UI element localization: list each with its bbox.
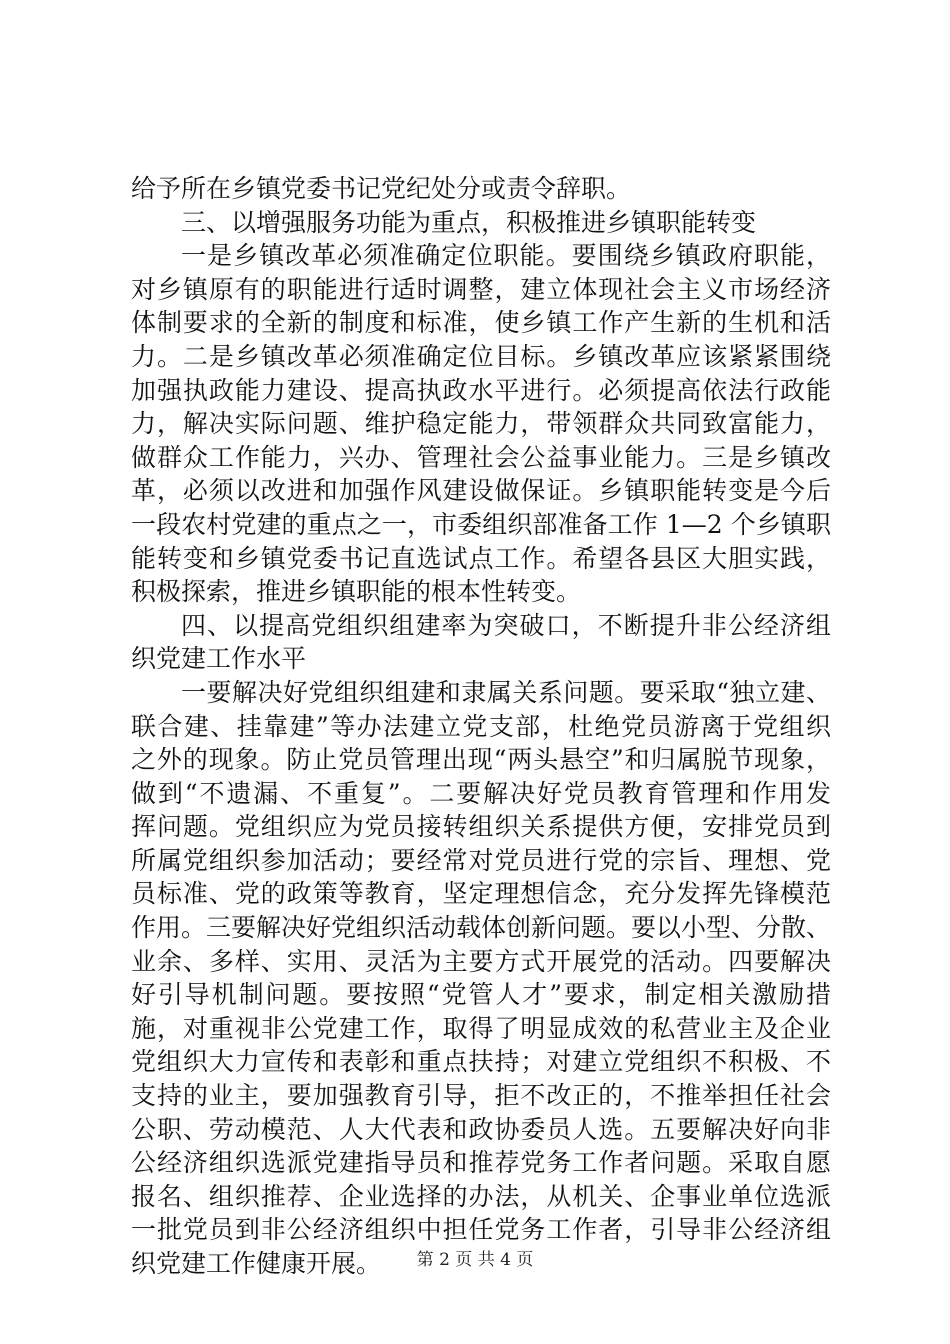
body-text-line: 做群众工作能力，兴办、管理社会公益事业能力。三是乡镇改 <box>131 442 831 472</box>
body-text-line: 积极探索，推进乡镇职能的根本性转变。 <box>131 577 582 607</box>
body-text-line: 一段农村党建的重点之一，市委组织部准备工作 1—2 个乡镇职 <box>131 509 831 539</box>
body-text-line: 好引导机制问题。要按照“党管人才”要求，制定相关激励措 <box>131 980 831 1010</box>
document-body <box>131 172 831 1281</box>
body-text-line: 施，对重视非公党建工作，取得了明显成效的私营业主及企业 <box>131 1013 831 1043</box>
body-text-line: 公职、劳动模范、人大代表和政协委员人选。五要解决好向非 <box>131 1114 831 1144</box>
body-text-line: 一是乡镇改革必须准确定位职能。要围绕乡镇政府职能， <box>181 241 831 271</box>
body-text-line: 加强执政能力建设、提高执政水平进行。必须提高依法行政能 <box>131 375 831 405</box>
body-text-line: 体制要求的全新的制度和标准，使乡镇工作产生新的生机和活 <box>131 308 831 338</box>
body-text-line: 报名、组织推荐、企业选择的办法，从机关、企事业单位选派 <box>131 1181 831 1211</box>
body-text-line: 一要解决好党组织组建和隶属关系问题。要采取“独立建、 <box>181 677 831 707</box>
body-text-line: 业余、多样、实用、灵活为主要方式开展党的活动。四要解决 <box>131 946 831 976</box>
body-text-line: 力，解决实际问题、维护稳定能力，带领群众共同致富能力， <box>131 409 831 439</box>
body-text-line: 对乡镇原有的职能进行适时调整，建立体现社会主义市场经济 <box>131 274 831 304</box>
body-text-line: 党组织大力宣传和表彰和重点扶持；对建立党组织不积极、不 <box>131 1047 831 1077</box>
page-footer: 第 2 页 共 4 页 <box>416 1250 534 1270</box>
body-text-line: 能转变和乡镇党委书记直选试点工作。希望各县区大胆实践， <box>131 543 831 573</box>
body-text-line: 挥问题。党组织应为党员接转组织关系提供方便，安排党员到 <box>131 812 831 842</box>
body-text-line: 员标准、党的政策等教育，坚定理想信念，充分发挥先锋模范 <box>131 879 831 909</box>
body-text-line: 联合建、挂靠建”等办法建立党支部，杜绝党员游离于党组织 <box>131 711 831 741</box>
body-text-line: 四、以提高党组织组建率为突破口，不断提升非公经济组 <box>181 610 831 640</box>
body-text-line: 做到“不遗漏、不重复”。二要解决好党员教育管理和作用发 <box>131 778 831 808</box>
body-text-line: 织党建工作健康开展。 <box>131 1249 382 1278</box>
body-text-line: 织党建工作水平 <box>131 644 307 674</box>
body-text-line: 力。二是乡镇改革必须准确定位目标。乡镇改革应该紧紧围绕 <box>131 341 831 371</box>
body-text-line: 作用。三要解决好党组织活动载体创新问题。要以小型、分散、 <box>131 913 832 943</box>
body-text-line: 三、以增强服务功能为重点，积极推进乡镇职能转变 <box>181 207 757 237</box>
body-text-line: 一批党员到非公经济组织中担任党务工作者，引导非公经济组 <box>131 1215 831 1245</box>
body-text-line: 支持的业主，要加强教育引导，拒不改正的，不推举担任社会 <box>131 1081 831 1111</box>
body-text-line: 公经济组织选派党建指导员和推荐党务工作者问题。采取自愿 <box>131 1148 831 1178</box>
body-text-line: 给予所在乡镇党委书记党纪处分或责令辞职。 <box>131 174 632 203</box>
body-text-line: 之外的现象。防止党员管理出现“两头悬空”和归属脱节现象， <box>131 745 831 775</box>
body-text-line: 革，必须以改进和加强作风建设做保证。乡镇职能转变是今后 <box>131 476 831 506</box>
body-text-line: 所属党组织参加活动；要经常对党员进行党的宗旨、理想、党 <box>131 845 831 875</box>
